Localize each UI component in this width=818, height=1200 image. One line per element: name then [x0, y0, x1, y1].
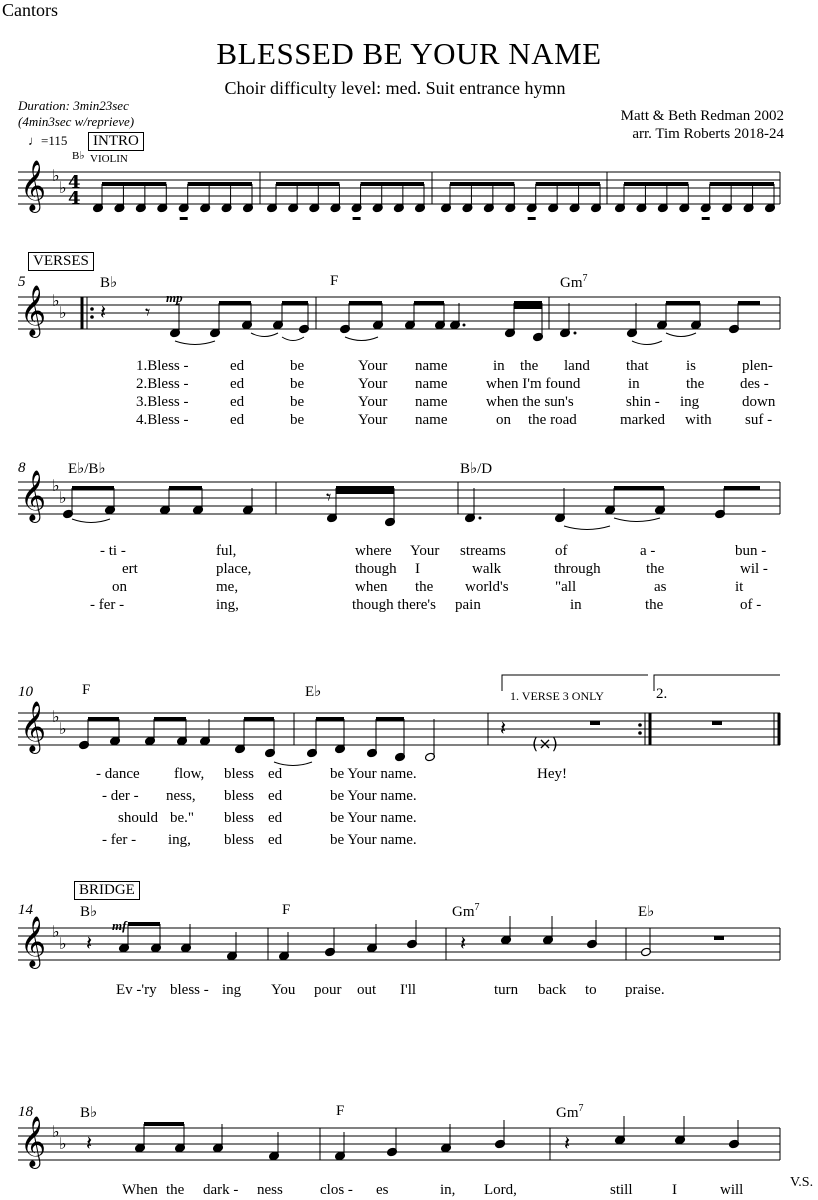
chord-symbol: B♭/D	[460, 461, 493, 477]
lyric-syllable: bless	[224, 766, 254, 782]
measure-number: 5	[18, 274, 26, 290]
tie-slur	[274, 762, 312, 766]
lyric-syllable: plen-	[742, 358, 773, 374]
lyric-syllable: the	[646, 561, 665, 577]
rest: 𝄽	[86, 1131, 93, 1155]
lyric-syllable: suf -	[745, 412, 773, 428]
lyric-syllable: - fer -	[102, 832, 137, 848]
second-ending-label: 2.	[656, 686, 668, 702]
chord-symbol: Gm$^7$	[560, 273, 588, 291]
lyric-syllable: ing,	[216, 597, 239, 613]
lyric-syllable: 4.Bless -	[136, 412, 189, 428]
lyric-syllable: ert	[122, 561, 138, 577]
section-label-verses: VERSES	[28, 252, 94, 271]
lyric-syllable: in	[570, 597, 582, 613]
chord-symbol: B♭	[80, 904, 98, 920]
whole-rest	[714, 936, 724, 940]
lyric-syllable: name	[415, 412, 448, 428]
lyric-syllable: the road	[528, 412, 577, 428]
flat-accidental: ♭	[59, 719, 67, 738]
lyric-syllable: be	[290, 394, 305, 410]
repeat-dot	[90, 315, 94, 319]
whole-rest	[712, 721, 722, 725]
section-label-intro: INTRO	[88, 132, 144, 151]
dot	[479, 517, 482, 520]
flat-accidental: ♭	[59, 178, 67, 197]
lyric-syllable: Lord,	[484, 1182, 517, 1198]
note-head	[528, 217, 536, 220]
tie-slur	[72, 519, 110, 523]
lyric-syllable: be."	[170, 810, 195, 826]
lyric-syllable: in	[628, 376, 640, 392]
lyric-syllable: the	[166, 1182, 185, 1198]
measure-number: 14	[18, 902, 33, 918]
lyric-syllable: me,	[216, 579, 239, 595]
lyric-syllable: the	[686, 376, 705, 392]
lyric-syllable: ed	[268, 832, 283, 848]
lyric-syllable: walk	[472, 561, 502, 577]
lyric-syllable: name	[415, 376, 448, 392]
lyric-syllable: be Your name.	[330, 766, 417, 782]
rest: 𝄾	[145, 300, 151, 324]
lyric-syllable: of -	[740, 597, 762, 613]
dot	[574, 332, 577, 335]
lyric-syllable: name	[415, 358, 448, 374]
lyric-syllable: Ev -'ry	[116, 982, 157, 998]
chord-symbol: B♭	[80, 1105, 98, 1121]
lyric-syllable: turn	[494, 982, 519, 998]
lyric-syllable: as	[654, 579, 667, 595]
treble-clef: 𝄞	[20, 701, 47, 752]
lyric-syllable: ed	[230, 358, 245, 374]
repeat-dot	[638, 723, 642, 727]
section-label-bridge: BRIDGE	[74, 881, 140, 900]
tempo-marking: ♩=115	[28, 133, 68, 148]
lyric-syllable: be	[290, 358, 305, 374]
lyric-syllable: of	[555, 543, 568, 559]
lyric-syllable: where	[355, 543, 392, 559]
volti-subito-marking: V.S.	[790, 1175, 814, 1190]
tie-slur	[175, 341, 215, 345]
lyric-syllable: ed	[268, 788, 283, 804]
lyric-syllable: bless	[224, 832, 254, 848]
lyric-syllable: 2.Bless -	[136, 376, 189, 392]
lyric-syllable: shin -	[626, 394, 660, 410]
lyric-syllable: still	[610, 1182, 633, 1198]
arranger-credit: arr. Tim Roberts 2018-24	[632, 126, 784, 142]
lyric-syllable: when I'm found	[486, 376, 581, 392]
duration-line-2: (4min3sec w/reprieve)	[18, 114, 135, 129]
lyric-syllable: with	[685, 412, 712, 428]
lyric-syllable: ed	[230, 376, 245, 392]
time-signature: 4	[68, 188, 81, 209]
lyric-syllable: be Your name.	[330, 832, 417, 848]
lyric-syllable: pain	[455, 597, 481, 613]
flat-accidental: ♭	[59, 1134, 67, 1153]
lyric-syllable: should	[118, 810, 159, 826]
lyric-syllable: ed	[268, 810, 283, 826]
first-ending-label: 1. VERSE 3 ONLY	[510, 689, 604, 703]
song-subtitle: Choir difficulty level: med. Suit entrance hymn	[224, 78, 566, 98]
repeat-dot	[638, 731, 642, 735]
lyric-syllable: - fer -	[90, 597, 125, 613]
flat-accidental: ♭	[52, 922, 60, 941]
lyric-syllable: a -	[640, 543, 656, 559]
rest: 𝄾	[326, 485, 332, 509]
lyric-syllable: be Your name.	[330, 788, 417, 804]
second-ending-bracket	[654, 675, 780, 691]
repeat-dot	[90, 307, 94, 311]
lyric-syllable: ing	[680, 394, 700, 410]
flat-accidental: ♭	[59, 934, 67, 953]
part-name: Cantors	[2, 0, 58, 20]
lyric-syllable: "all	[555, 579, 577, 595]
chord-symbol: E♭	[638, 904, 655, 920]
lyric-syllable: - ti -	[100, 543, 126, 559]
lyric-syllable: Your	[358, 394, 388, 410]
note-head	[353, 217, 361, 220]
lyric-syllable: streams	[460, 543, 506, 559]
lyric-syllable: ing,	[168, 832, 191, 848]
lyric-syllable: wil -	[740, 561, 768, 577]
lyric-syllable: Your	[410, 543, 440, 559]
chord-symbol: E♭	[305, 684, 322, 700]
flat-accidental: ♭	[52, 707, 60, 726]
flat-accidental: ♭	[52, 166, 60, 185]
lyric-syllable: is	[686, 358, 697, 374]
lyric-syllable: bless	[224, 788, 254, 804]
rest: 𝄽	[564, 1131, 571, 1155]
chord-symbol: F	[282, 902, 291, 918]
lyric-syllable: the	[520, 358, 539, 374]
lyric-syllable: place,	[216, 561, 252, 577]
lyric-syllable: out	[357, 982, 377, 998]
lyric-syllable: be	[290, 412, 305, 428]
lyric-syllable: bless	[224, 810, 254, 826]
flat-accidental: ♭	[52, 1122, 60, 1141]
lyric-syllable: Hey!	[537, 766, 567, 782]
lyric-syllable: - der -	[102, 788, 139, 804]
tempo-value: =115	[41, 133, 68, 148]
dynamic-marking: mf	[112, 918, 127, 933]
lyric-syllable: will	[720, 1182, 744, 1198]
flat-accidental: ♭	[52, 476, 60, 495]
tie-slur	[345, 337, 378, 341]
rest: 𝄽	[100, 300, 107, 324]
lyric-syllable: You	[271, 982, 296, 998]
lyric-syllable: the	[415, 579, 434, 595]
lyric-syllable: ful,	[216, 543, 237, 559]
composer-credit: Matt & Beth Redman 2002	[620, 108, 784, 124]
treble-clef: 𝄞	[20, 470, 47, 521]
lyric-syllable: back	[538, 982, 567, 998]
lyric-syllable: when	[355, 579, 388, 595]
tie-slur	[614, 518, 660, 522]
lyric-syllable: on	[112, 579, 127, 595]
note-head	[180, 217, 188, 220]
duration-line-1: Duration: 3min23sec	[18, 98, 129, 113]
dynamic-marking: mp	[166, 290, 183, 305]
lyric-syllable: when the sun's	[486, 394, 574, 410]
measure-number: 8	[18, 460, 26, 476]
chord-symbol: F	[82, 682, 91, 698]
lyric-syllable: bun -	[735, 543, 767, 559]
flat-accidental: ♭	[59, 488, 67, 507]
measure-number: 10	[18, 684, 33, 700]
chord-symbol: F	[336, 1103, 345, 1119]
lyric-syllable: bless -	[170, 982, 209, 998]
lyric-syllable: pour	[314, 982, 342, 998]
chord-symbol: Gm$^7$	[556, 1103, 584, 1121]
chord-symbol: F	[330, 273, 339, 289]
x-notehead: (×)	[532, 734, 558, 753]
lyric-syllable: Your	[358, 412, 388, 428]
flat-accidental: ♭	[52, 291, 60, 310]
lyric-syllable: in	[493, 358, 505, 374]
lyric-syllable: - dance	[96, 766, 140, 782]
lyric-syllable: ness	[257, 1182, 283, 1198]
lyric-syllable: that	[626, 358, 649, 374]
treble-clef: 𝄞	[20, 285, 47, 336]
lyric-syllable: ing	[222, 982, 242, 998]
lyric-syllable: es	[376, 1182, 389, 1198]
lyric-syllable: I	[672, 1182, 677, 1198]
lyric-syllable: land	[564, 358, 590, 374]
lyric-syllable: be	[290, 376, 305, 392]
tie-slur	[632, 341, 662, 345]
lyric-syllable: in,	[440, 1182, 456, 1198]
song-title: BLESSED BE YOUR NAME	[216, 36, 602, 71]
lyric-syllable: name	[415, 394, 448, 410]
lyric-syllable: to	[585, 982, 597, 998]
lyric-syllable: ness,	[166, 788, 196, 804]
tie-slur	[666, 333, 696, 337]
rest: 𝄽	[86, 931, 93, 955]
treble-clef: 𝄞	[20, 160, 47, 211]
lyric-syllable: ed	[230, 394, 245, 410]
tie-slur	[251, 333, 278, 337]
lyric-syllable: dark -	[203, 1182, 239, 1198]
lyric-syllable: I	[415, 561, 420, 577]
lyric-syllable: the	[645, 597, 664, 613]
lyric-syllable: ed	[268, 766, 283, 782]
treble-clef: 𝄞	[20, 916, 47, 967]
flat-accidental: ♭	[59, 303, 67, 322]
time-signature: 4	[68, 172, 81, 193]
lyric-syllable: 3.Bless -	[136, 394, 189, 410]
instrument-label: VIOLIN	[90, 153, 128, 165]
lyric-syllable: ed	[230, 412, 245, 428]
lyric-syllable: world's	[465, 579, 509, 595]
lyric-syllable: I'll	[400, 982, 417, 998]
lyric-syllable: 1.Bless -	[136, 358, 189, 374]
whole-rest	[590, 721, 600, 725]
lyric-syllable: praise.	[625, 982, 665, 998]
dot	[463, 324, 466, 327]
lyric-syllable: on	[496, 412, 511, 428]
chord-symbol: B♭	[100, 275, 118, 291]
lyric-syllable: down	[742, 394, 776, 410]
lyric-syllable: though there's	[352, 597, 436, 613]
lyric-syllable: though	[355, 561, 397, 577]
tie-slur	[282, 337, 304, 341]
measure-number: 18	[18, 1104, 33, 1120]
lyric-syllable: When	[122, 1182, 158, 1198]
chord-symbol: E♭/B♭	[68, 461, 106, 477]
lyric-syllable: Your	[358, 358, 388, 374]
note-head	[702, 217, 710, 220]
lyric-syllable: it	[735, 579, 744, 595]
lyric-syllable: marked	[620, 412, 665, 428]
tie-slur	[564, 526, 610, 530]
lyric-syllable: flow,	[174, 766, 205, 782]
lyric-syllable: through	[554, 561, 601, 577]
lyric-syllable: be Your name.	[330, 810, 417, 826]
treble-clef: 𝄞	[20, 1116, 47, 1167]
lyric-syllable: clos -	[320, 1182, 353, 1198]
chord-symbol: B♭	[72, 150, 85, 162]
rest: 𝄽	[460, 931, 467, 955]
rest: 𝄽	[500, 716, 507, 740]
lyric-syllable: des -	[740, 376, 769, 392]
chord-symbol: Gm$^7$	[452, 902, 480, 920]
lyric-syllable: Your	[358, 376, 388, 392]
first-ending-bracket	[502, 675, 648, 691]
